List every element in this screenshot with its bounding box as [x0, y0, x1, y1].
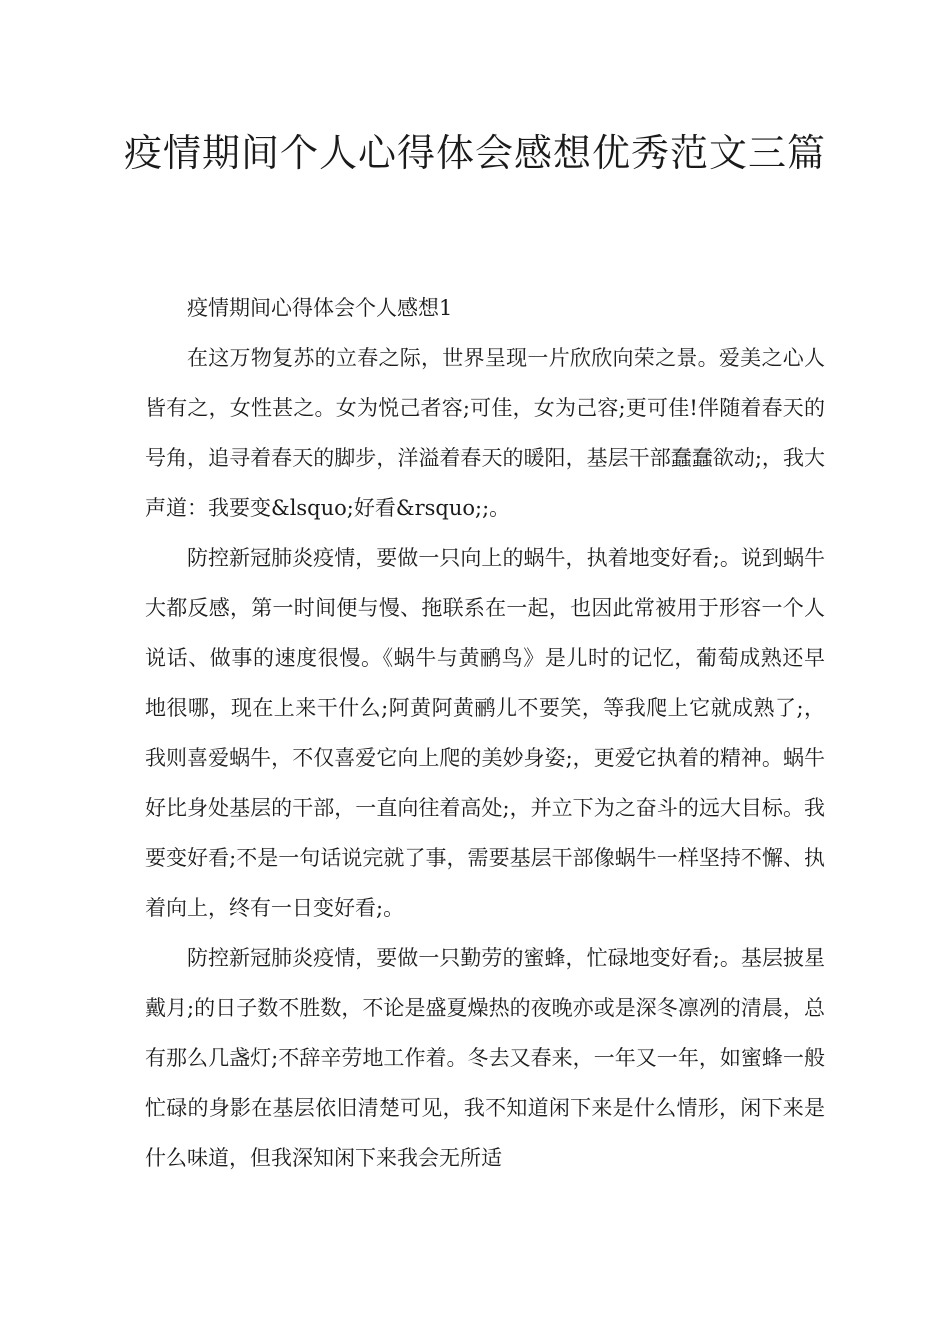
paragraph-3: 防控新冠肺炎疫情，要做一只勤劳的蜜蜂，忙碌地变好看;。基层披星戴月;的日子数不胜数，不论是盛夏燥热的夜晚亦或是深冬凛冽的清晨，总有那么几盏灯;不辞辛劳地工作着。冬去又春来，一年又一年，如蜜蜂一般忙碌的身影在基层依旧清楚可见，我不知道闲下来是什么情形，闲下来是什么味道，但我深知闲下来我会无所适 [145, 946, 825, 1170]
section-heading: 疫情期间心得体会个人感想1 [187, 296, 453, 320]
document-title: 疫情期间个人心得体会感想优秀范文三篇 [123, 131, 826, 175]
document-body [145, 283, 825, 1183]
paragraph-1: 在这万物复苏的立春之际，世界呈现一片欣欣向荣之景。爱美之心人皆有之，女性甚之。女为悦己者容;可佳，女为己容;更可佳!伴随着春天的号角，追寻着春天的脚步，洋溢着春天的暖阳，基层干部蠢蠢欲动;，我大声道：我要变&lsquo;好看&rsquo;;。 [145, 346, 825, 520]
paragraph-2: 防控新冠肺炎疫情，要做一只向上的蜗牛，执着地变好看;。说到蜗牛大都反感，第一时间便与慢、拖联系在一起，也因此常被用于形容一个人说话、做事的速度很慢。《蜗牛与黄鹂鸟》是儿时的记忆，葡萄成熟还早地很哪，现在上来干什么;阿黄阿黄鹂儿不要笑，等我爬上它就成熟了;，我则喜爱蜗牛，不仅喜爱它向上爬的美妙身姿;，更爱它执着的精神。蜗牛好比身处基层的干部，一直向往着高处;，并立下为之奋斗的远大目标。我要变好看;不是一句话说完就了事，需要基层干部像蜗牛一样坚持不懈、执着向上，终有一日变好看;。 [145, 546, 825, 920]
